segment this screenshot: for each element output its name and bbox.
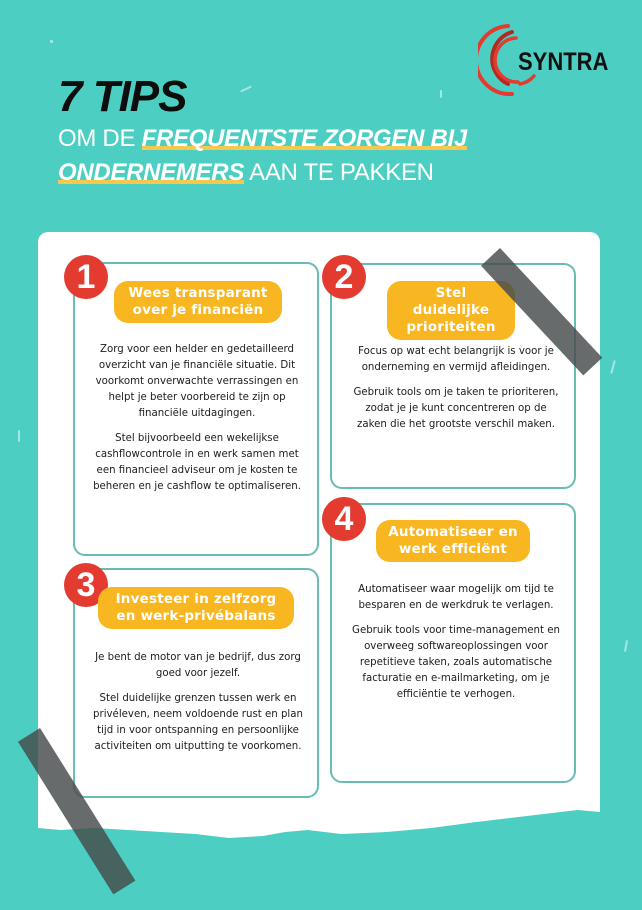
tip-title-line: Stel duidelijke [412,285,490,318]
tip-title-line: over je financiën [132,302,264,318]
logo-text: SYNTRA [518,48,609,76]
tip-number-badge: 2 [322,255,366,299]
tip-title-line: Automatiseer en [388,524,518,540]
tip-paragraph: Stel duidelijke grenzen tussen werk en privéleven, neem voldoende rust en plan tijd in voor ontspanning en persoonlijke activiteiten om uitputting te voorkomen. [93,693,303,752]
tip-title-line: werk efficiënt [398,541,508,557]
tip-number-badge: 4 [322,497,366,541]
tip-title-line: en werk-privébalans [116,608,276,624]
tip-number-badge: 3 [64,563,108,607]
page-title: 7 TIPS [58,72,187,121]
page-subtitle [58,122,467,190]
tip-paragraph: Gebruik tools voor time-management en overweeg softwareoplossingen voor repetitieve taken, zoals automatische facturatie en e-mailmarketing, om je efficiëntie te verhogen. [352,625,560,700]
tip-body [350,582,562,703]
subtitle-highlight: ONDERNEMERS [58,159,245,186]
tip-body [350,344,562,433]
background-speck [240,86,252,93]
background-speck [624,640,628,652]
tip-paragraph: Automatiseer waar mogelijk om tijd te besparen en de werkdruk te verlagen. [358,584,554,611]
subtitle-plain-text: OM DE [58,125,142,152]
tip-title-line: Wees transparant [128,285,268,301]
tip-paragraph: Gebruik tools om je taken te prioriteren, zodat je je kunt concentreren op de zaken die het grootste verschil maken. [353,387,559,430]
tip-title-line: prioriteiten [406,319,496,335]
tip-title-pill [387,281,515,340]
syntra-logo [478,20,628,100]
tip-paragraph: Stel bijvoorbeeld een wekelijkse cashflowcontrole in en werk samen met een financieel adviseur om je kosten te beheren en je cashflow te optimaliseren. [93,433,301,492]
subtitle-highlight: FREQUENTSTE ZORGEN BIJ [141,125,467,152]
tip-paragraph: Focus op wat echt belangrijk is voor je onderneming en vermijd afleidingen. [358,346,554,373]
tip-title-pill [114,281,282,323]
tip-paragraph: Je bent de motor van je bedrijf, dus zorg goed voor jezelf. [95,652,301,679]
tip-title-pill [98,587,294,629]
tip-title-line: Investeer in zelfzorg [115,591,277,607]
tip-title-pill [376,520,530,562]
subtitle-line-1 [58,122,467,156]
background-speck [610,360,616,374]
subtitle-plain-text: AAN TE PAKKEN [244,159,434,186]
background-speck [50,40,53,43]
tip-body [92,650,304,755]
tip-body [92,342,302,495]
subtitle-line-2 [58,156,467,190]
tip-number-badge: 1 [64,255,108,299]
tip-paragraph: Zorg voor een helder en gedetailleerd overzicht van je financiële situatie. Dit voorkomt onverwachte verrassingen en helpt je beter voorbereid te zijn op financiële uitdagingen. [95,344,299,419]
background-speck [18,430,20,442]
background-speck [440,90,442,98]
